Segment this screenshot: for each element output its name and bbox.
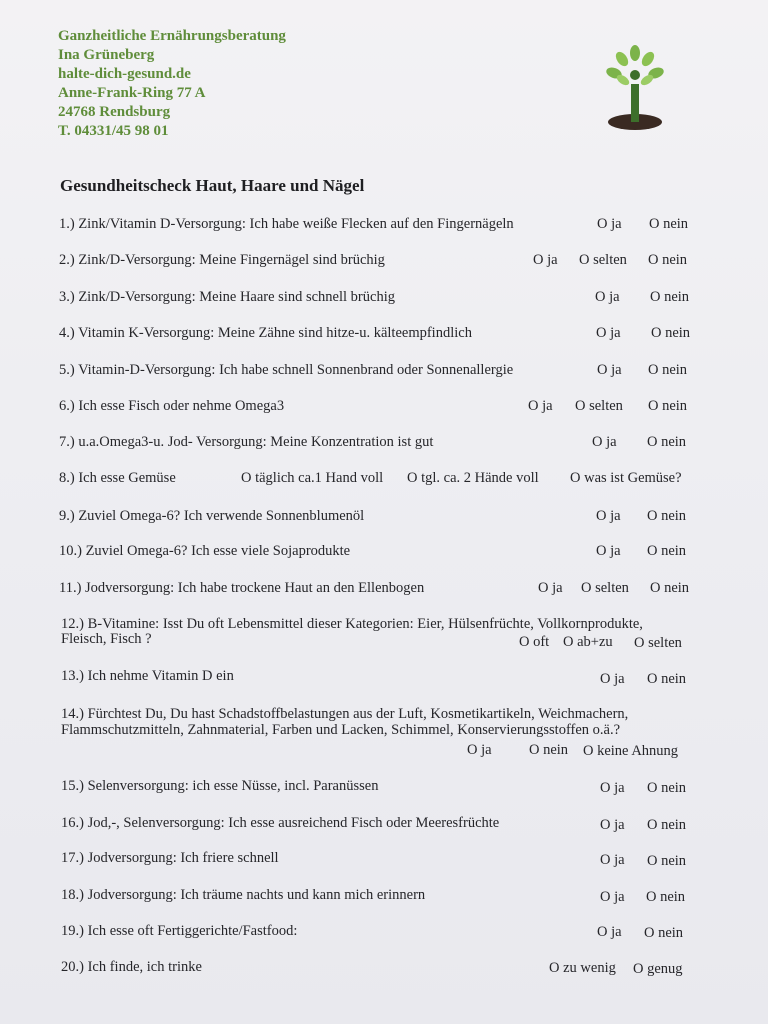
option-nein[interactable]: O nein xyxy=(650,580,690,596)
option-ab-und-zu[interactable]: O ab+zu xyxy=(563,634,613,650)
question-3: 3.) Zink/D-Versorgung: Meine Haare sind schnell brüchig xyxy=(59,289,395,305)
option-taeglich-eine-hand[interactable]: O täglich ca.1 Hand voll xyxy=(241,470,384,486)
question-19: 19.) Ich esse oft Fertiggerichte/Fastfood: xyxy=(61,923,298,939)
question-16: 16.) Jod,-, Selenversorgung: Ich esse ausreichend Fisch oder Meeresfrüchte xyxy=(61,815,500,831)
question-13: 13.) Ich nehme Vitamin D ein xyxy=(61,668,234,684)
question-20: 20.) Ich finde, ich trinke xyxy=(61,959,202,975)
option-nein[interactable]: O nein xyxy=(648,252,688,268)
option-ja[interactable]: O ja xyxy=(596,325,621,341)
option-ja[interactable]: O ja xyxy=(596,508,621,524)
question-15: 15.) Selenversorgung: ich esse Nüsse, incl. Paranüssen xyxy=(61,778,379,794)
option-oft[interactable]: O oft xyxy=(519,634,550,650)
question-14: 14.) Fürchtest Du, Du hast Schadstoffbelastungen aus der Luft, Kosmetikartikeln, Weichmachern, xyxy=(61,706,629,722)
question-18: 18.) Jodversorgung: Ich träume nachts und kann mich erinnern xyxy=(61,887,426,903)
question-9: 9.) Zuviel Omega-6? Ich verwende Sonnenblumenöl xyxy=(59,508,365,524)
option-nein[interactable]: O nein xyxy=(648,362,688,378)
question-1: 1.) Zink/Vitamin D-Versorgung: Ich habe weiße Flecken auf den Fingernägeln xyxy=(59,216,514,232)
option-nein[interactable]: O nein xyxy=(649,216,689,232)
question-5: 5.) Vitamin-D-Versorgung: Ich habe schnell Sonnenbrand oder Sonnenallergie xyxy=(59,362,514,378)
option-nein[interactable]: O nein xyxy=(650,289,690,305)
option-ja[interactable]: O ja xyxy=(597,216,622,232)
option-nein[interactable]: O nein xyxy=(647,780,687,796)
option-ja[interactable]: O ja xyxy=(600,817,625,833)
option-was-ist-gemuese[interactable]: O was ist Gemüse? xyxy=(570,470,682,486)
option-ja[interactable]: O ja xyxy=(600,671,625,687)
tree-logo-icon xyxy=(604,44,666,130)
option-zu-wenig[interactable]: O zu wenig xyxy=(549,960,616,976)
question-14-continued: Flammschutzmitteln, Zahnmaterial, Farben und Lacken, Schimmel, Konservierungsstoffen o.ä.? xyxy=(61,722,621,738)
question-6: 6.) Ich esse Fisch oder nehme Omega3 xyxy=(59,398,285,414)
option-ja[interactable]: O ja xyxy=(597,924,622,940)
question-11: 11.) Jodversorgung: Ich habe trockene Haut an den Ellenbogen xyxy=(59,580,425,596)
question-12: 12.) B-Vitamine: Isst Du oft Lebensmittel dieser Kategorien: Eier, Hülsenfrüchte, Vollkornprodukte, xyxy=(61,616,643,632)
option-selten[interactable]: O selten xyxy=(575,398,623,414)
question-7: 7.) u.a.Omega3-u. Jod- Versorgung: Meine Konzentration ist gut xyxy=(59,434,434,450)
phone-number: T. 04331/45 98 01 xyxy=(58,123,169,139)
option-ja[interactable]: O ja xyxy=(596,543,621,559)
option-ja[interactable]: O ja xyxy=(538,580,563,596)
company-name: Ganzheitliche Ernährungsberatung xyxy=(58,28,286,44)
option-nein[interactable]: O nein xyxy=(644,925,684,941)
option-ja[interactable]: O ja xyxy=(533,252,558,268)
option-selten[interactable]: O selten xyxy=(579,252,627,268)
option-nein[interactable]: O nein xyxy=(646,889,686,905)
city-address: 24768 Rendsburg xyxy=(58,104,171,120)
website: halte-dich-gesund.de xyxy=(58,66,191,82)
option-nein[interactable]: O nein xyxy=(647,508,687,524)
option-ja[interactable]: O ja xyxy=(600,852,625,868)
option-nein[interactable]: O nein xyxy=(647,853,687,869)
question-2: 2.) Zink/D-Versorgung: Meine Fingernägel sind brüchig xyxy=(59,252,385,268)
option-ja[interactable]: O ja xyxy=(592,434,617,450)
consultant-name: Ina Grüneberg xyxy=(58,47,155,63)
option-nein[interactable]: O nein xyxy=(651,325,691,341)
question-12-continued: Fleisch, Fisch ? xyxy=(61,631,152,647)
option-nein[interactable]: O nein xyxy=(647,817,687,833)
option-nein[interactable]: O nein xyxy=(648,398,688,414)
option-nein[interactable]: O nein xyxy=(647,543,687,559)
form-title: Gesundheitscheck Haut, Haare und Nägel xyxy=(60,176,365,195)
option-ja[interactable]: O ja xyxy=(528,398,553,414)
option-keine-ahnung[interactable]: O keine Ahnung xyxy=(583,743,679,759)
street-address: Anne-Frank-Ring 77 A xyxy=(58,85,206,101)
option-ja[interactable]: O ja xyxy=(595,289,620,305)
option-ja[interactable]: O ja xyxy=(467,742,492,758)
option-taeglich-zwei-haende[interactable]: O tgl. ca. 2 Hände voll xyxy=(407,470,539,486)
option-nein[interactable]: O nein xyxy=(529,742,569,758)
option-genug[interactable]: O genug xyxy=(633,961,683,977)
option-nein[interactable]: O nein xyxy=(647,434,687,450)
option-nein[interactable]: O nein xyxy=(647,671,687,687)
question-4: 4.) Vitamin K-Versorgung: Meine Zähne sind hitze-u. kälteempfindlich xyxy=(59,325,472,341)
option-selten[interactable]: O selten xyxy=(634,635,682,651)
option-ja[interactable]: O ja xyxy=(597,362,622,378)
question-10: 10.) Zuviel Omega-6? Ich esse viele Sojaprodukte xyxy=(59,543,351,559)
letterhead xyxy=(58,27,286,141)
option-selten[interactable]: O selten xyxy=(581,580,629,596)
question-8: 8.) Ich esse Gemüse xyxy=(59,470,176,486)
option-ja[interactable]: O ja xyxy=(600,780,625,796)
question-17: 17.) Jodversorgung: Ich friere schnell xyxy=(61,850,279,866)
option-ja[interactable]: O ja xyxy=(600,889,625,905)
